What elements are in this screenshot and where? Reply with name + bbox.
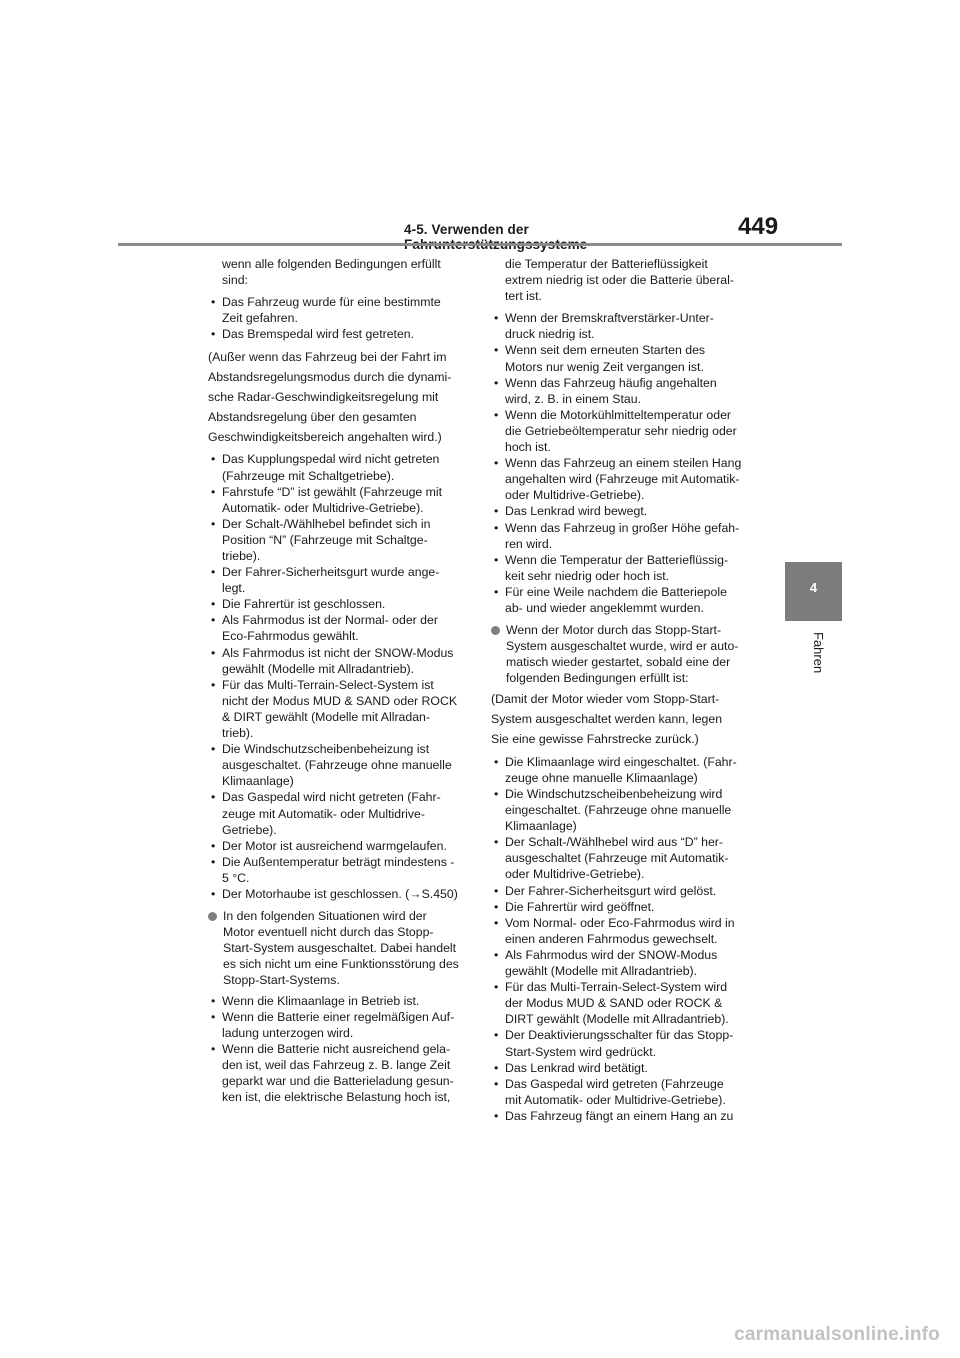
list-item: • Wenn der Bremskraftverstärker-Unter-druck niedrig ist. (491, 310, 743, 342)
right-column (491, 256, 743, 1130)
list-item: • Das Kupplungspedal wird nicht getreten (Fahrzeuge mit Schaltgetriebe). (208, 451, 460, 483)
list-item: • Die Außentemperatur beträgt mindestens - 5 °C. (208, 854, 460, 886)
list-item: • Der Fahrer-Sicherheitsgurt wird gelöst. (491, 883, 743, 899)
section-title: 4-5. Verwenden der (404, 222, 529, 237)
note-line: Abstandsregelungsmodus durch die dynami- (208, 370, 452, 385)
list-item: • Wenn die Batterie nicht ausreichend gela-den ist, weil das Fahrzeug z. B. lange Zeit geparkt war und die Batterieladung gesun-ken ist, die elektrische Belastung hoch ist, (208, 1041, 460, 1105)
list-item: • Wenn die Klimaanlage in Betrieb ist. (208, 993, 460, 1009)
list-item: • Wenn das Fahrzeug häufig angehalten wird, z. B. in einem Stau. (491, 375, 743, 407)
list-item: • Wenn die Temperatur der Batterieflüssig-keit sehr niedrig oder hoch ist. (491, 552, 743, 584)
list-item: • Das Lenkrad wird betätigt. (491, 1060, 743, 1076)
list-item: • Die Windschutzscheibenbeheizung wird eingeschaltet. (Fahrzeuge ohne manuelle Klimaanlage) (491, 786, 743, 834)
list-item: • Das Gaspedal wird getreten (Fahrzeuge mit Automatik- oder Multidrive-Getriebe). (491, 1076, 743, 1108)
list-item: • Als Fahrmodus wird der SNOW-Modus gewählt (Modelle mit Allradantrieb). (491, 947, 743, 979)
note-line: sche Radar-Geschwindigkeitsregelung mit (208, 390, 439, 405)
circle-bullet-icon (208, 912, 217, 921)
list-item: • Die Fahrertür ist geschlossen. (208, 596, 460, 612)
note-line: System ausgeschaltet werden kann, legen (491, 712, 723, 727)
list-item: • Vom Normal- oder Eco-Fahrmodus wird in einen anderen Fahrmodus gewechselt. (491, 915, 743, 947)
note-line: Sie eine gewisse Fahrstrecke zurück.) (491, 732, 699, 747)
list-item: • Der Fahrer-Sicherheitsgurt wurde ange-legt. (208, 564, 460, 596)
circle-bullet-paragraph (208, 908, 460, 988)
list-item: • Der Deaktivierungsschalter für das Stopp-Start-System wird gedrückt. (491, 1027, 743, 1059)
page-number: 449 (738, 213, 779, 240)
situation-list (491, 310, 743, 616)
list-item: • Wenn seit dem erneuten Starten des Motors nur wenig Zeit vergangen ist. (491, 342, 743, 374)
circle-bullet-paragraph (491, 622, 743, 686)
restart-note (491, 690, 743, 749)
list-item: • Für das Multi-Terrain-Select-System ist nicht der Modus MUD & SAND oder ROCK & DIRT gewählt (Modelle mit Allradan-trieb). (208, 677, 460, 741)
list-item: • Das Bremspedal wird fest getreten. (208, 326, 460, 342)
list-item: • Als Fahrmodus ist nicht der SNOW-Modus gewählt (Modelle mit Allradantrieb). (208, 645, 460, 677)
header-divider (118, 243, 842, 246)
list-item: • Der Motorhaube ist geschlossen. (→S.450) (208, 886, 460, 902)
condition-list (208, 294, 460, 342)
list-item: • Der Schalt-/Wählhebel wird aus “D” her-ausgeschaltet (Fahrzeuge mit Automatik- oder Multidrive-Getriebe). (491, 834, 743, 882)
left-column (208, 256, 460, 1111)
note-line: Abstandsregelung über den gesamten (208, 409, 417, 424)
exception-note (208, 348, 460, 447)
list-item: • Das Fahrzeug wurde für eine bestimmte Zeit gefahren. (208, 294, 460, 326)
list-item: • Das Lenkrad wird bewegt. (491, 503, 743, 519)
list-item: • Das Fahrzeug fängt an einem Hang an zu (491, 1108, 743, 1124)
list-item: • Wenn das Fahrzeug an einem steilen Hang angehalten wird (Fahrzeuge mit Automatik- oder Multidrive-Getriebe). (491, 455, 743, 503)
list-item: • Die Klimaanlage wird eingeschaltet. (Fahr-zeuge ohne manuelle Klimaanlage) (491, 754, 743, 786)
watermark: carmanualsonline.info (734, 1324, 940, 1345)
list-item: • Wenn die Motorkühlmitteltemperatur oder die Getriebeöltemperatur sehr niedrig oder hoch ist. (491, 407, 743, 455)
list-item: • Das Gaspedal wird nicht getreten (Fahr-zeuge mit Automatik- oder Multidrive-Getriebe). (208, 789, 460, 837)
list-item: • Die Fahrertür wird geöffnet. (491, 899, 743, 915)
note-line: (Außer wenn das Fahrzeug bei der Fahrt im (208, 350, 447, 365)
chapter-tab[interactable]: 4 (785, 562, 842, 621)
situation-list (208, 993, 460, 1106)
list-item: • Wenn die Batterie einer regelmäßigen Auf-ladung unterzogen wird. (208, 1009, 460, 1041)
list-item: • Für das Multi-Terrain-Select-System wird der Modus MUD & SAND oder ROCK & DIRT gewählt (Modelle mit Allradantrieb). (491, 979, 743, 1027)
circle-bullet-text: Wenn der Motor durch das Stopp-Start-System ausgeschaltet wurde, wird er auto-matisch wieder gestartet, sobald eine der folgenden Bedingungen erfüllt ist: (506, 623, 739, 686)
condition-list (208, 451, 460, 902)
restart-condition-list (491, 754, 743, 1124)
list-item: • Die Windschutzscheibenbeheizung ist ausgeschaltet. (Fahrzeuge ohne manuelle Klimaanlage) (208, 741, 460, 789)
note-line: Geschwindigkeitsbereich angehalten wird.) (208, 429, 442, 444)
circle-bullet-text: In den folgenden Situationen wird der Motor eventuell nicht durch das Stopp-Start-System ausgeschaltet. Dabei handelt es sich nicht um eine Funktionsstörung des Stopp-Start-Systems. (223, 909, 459, 988)
chapter-label-text: Fahren (811, 632, 826, 674)
list-item: • Wenn das Fahrzeug in großer Höhe gefah-ren wird. (491, 520, 743, 552)
list-item: • Für eine Weile nachdem die Batteriepole ab- und wieder angeklemmt wurden. (491, 584, 743, 616)
list-item: • Der Motor ist ausreichend warmgelaufen. (208, 838, 460, 854)
intro-text: wenn alle folgenden Bedingungen erfüllt sind: (222, 257, 441, 288)
list-item: • Der Schalt-/Wählhebel befindet sich in Position “N” (Fahrzeuge mit Schaltge-triebe). (208, 516, 460, 564)
note-line: (Damit der Motor wieder vom Stopp-Start- (491, 692, 720, 707)
circle-bullet-icon (491, 626, 500, 635)
list-item: • Als Fahrmodus ist der Normal- oder der Eco-Fahrmodus gewählt. (208, 612, 460, 644)
list-item: • Fahrstufe “D” ist gewählt (Fahrzeuge mit Automatik- oder Multidrive-Getriebe). (208, 484, 460, 516)
continuation-text: die Temperatur der Batterieflüssigkeit extrem niedrig ist oder die Batterie überal-tert ist. (505, 257, 734, 304)
chapter-label (800, 632, 826, 692)
